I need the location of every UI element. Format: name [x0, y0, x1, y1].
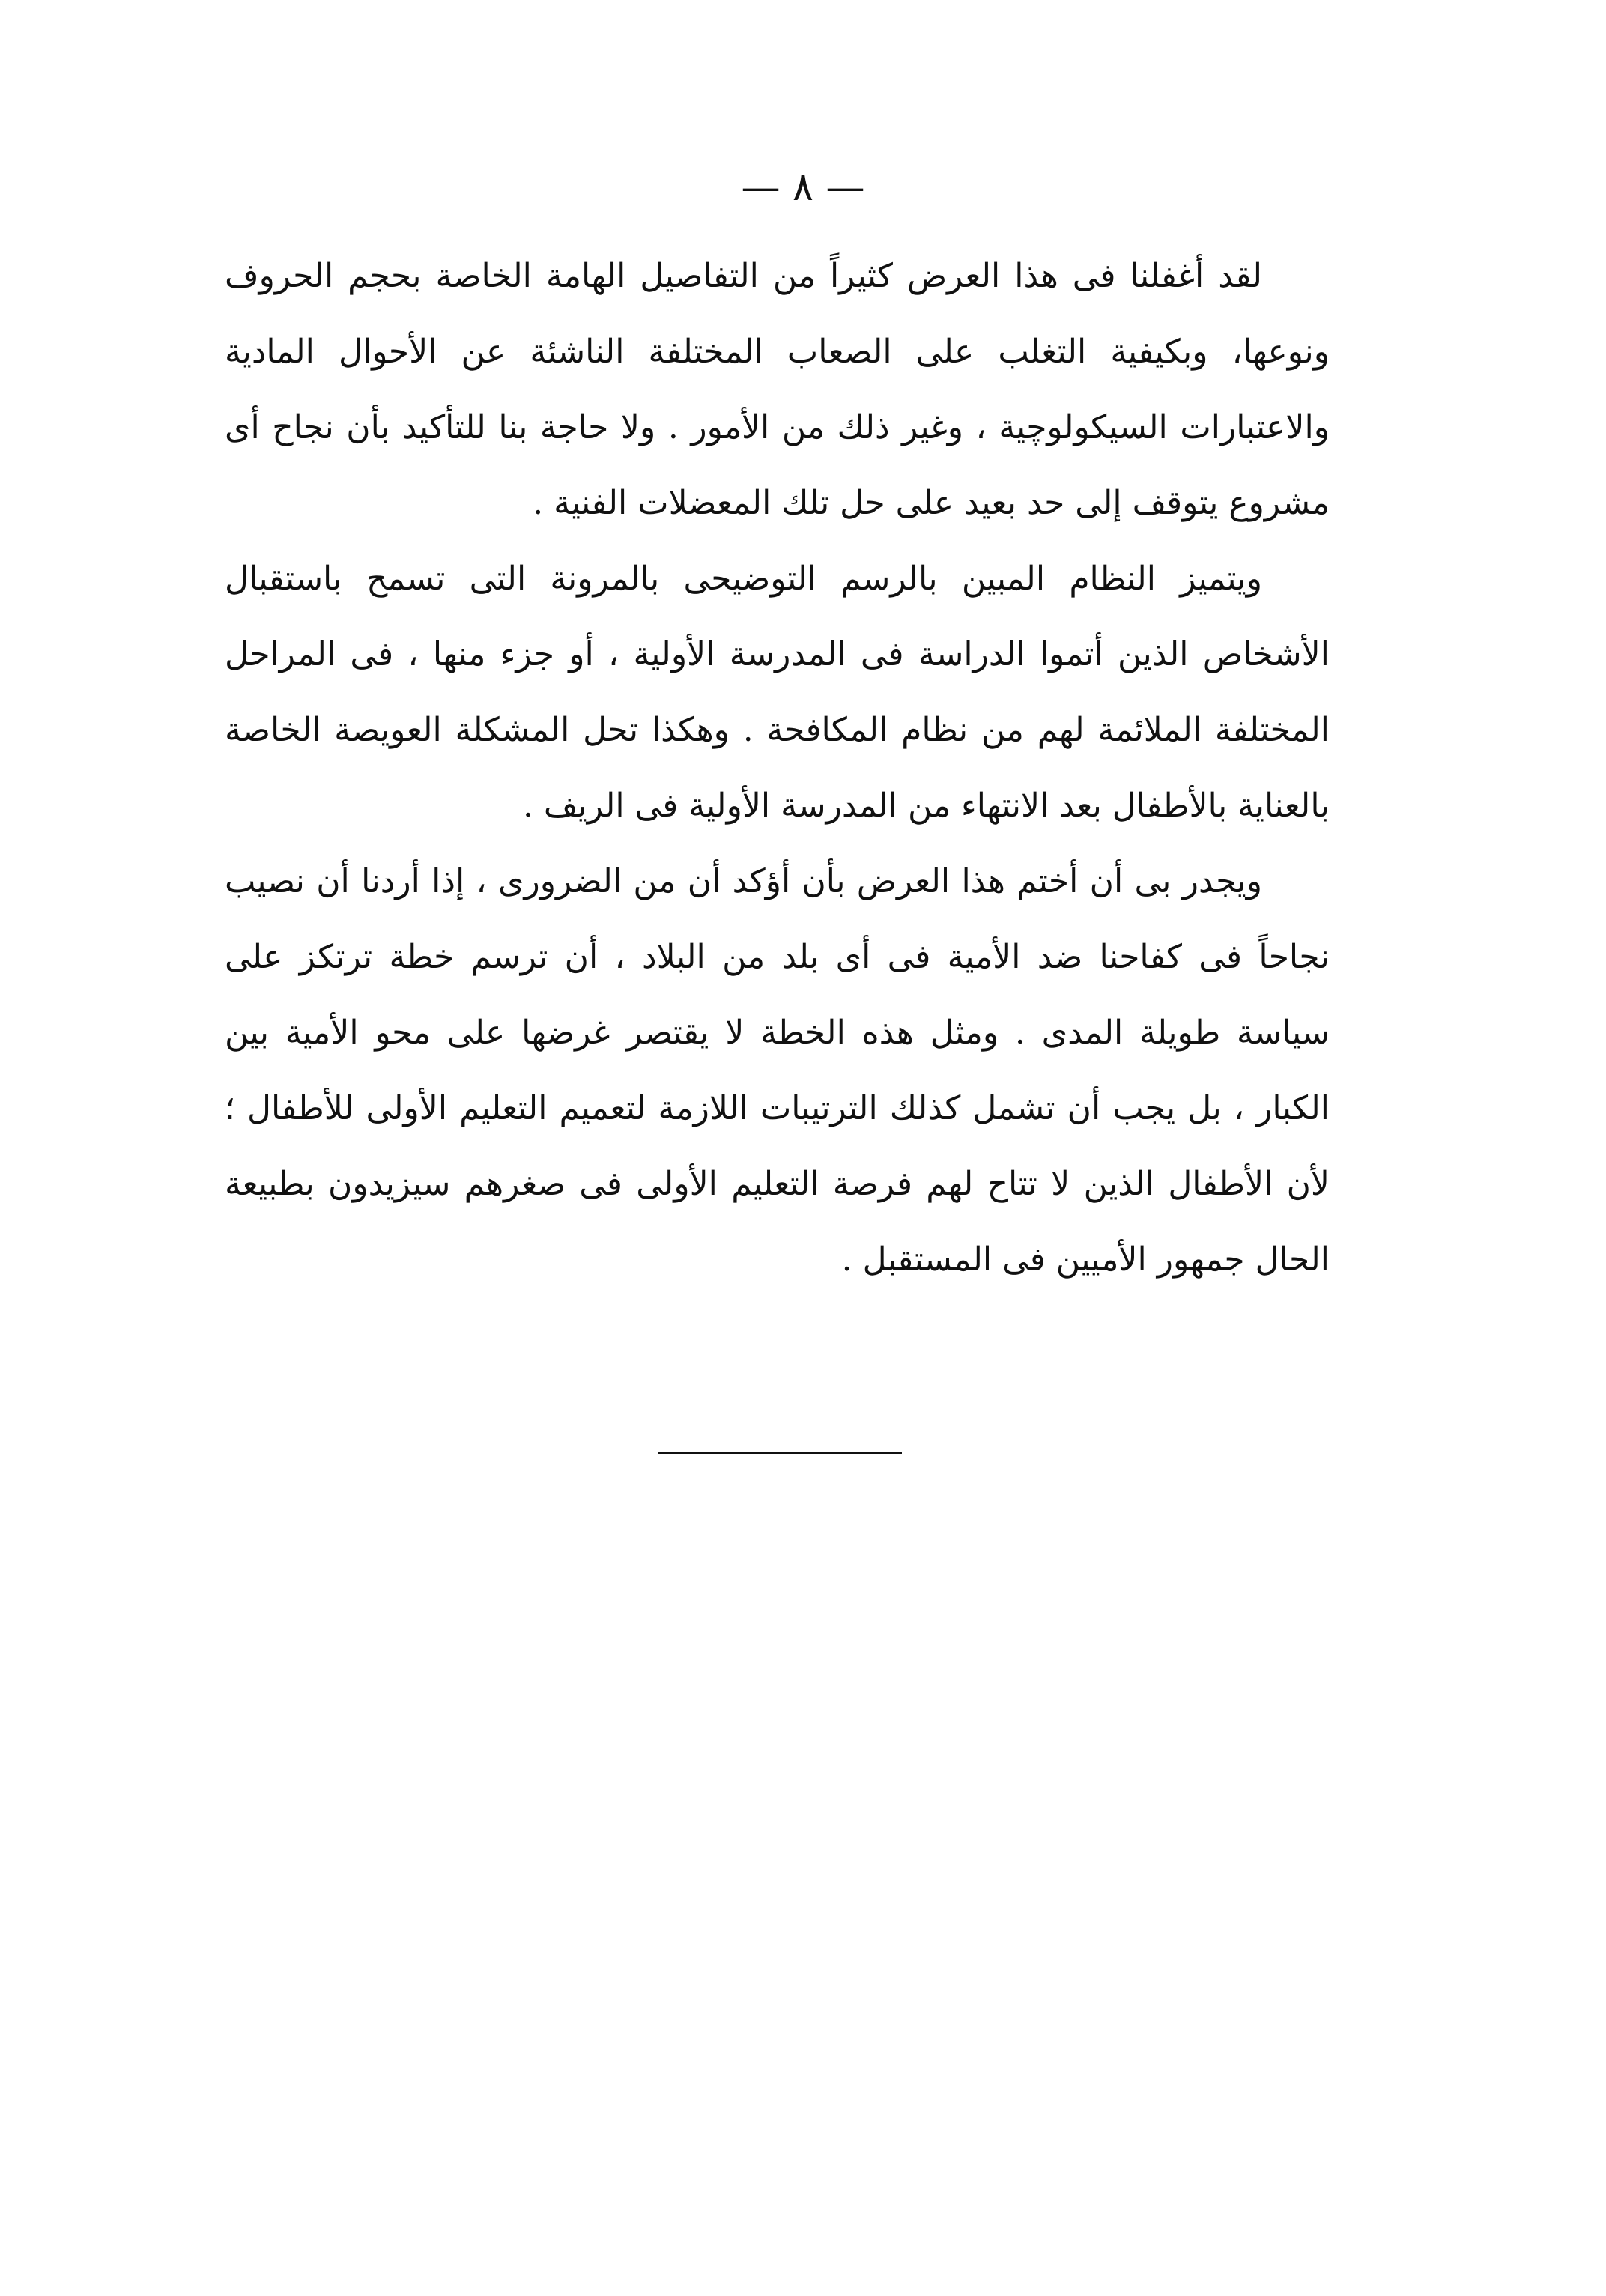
paragraph-2: ويتميز النظام المبين بالرسم التوضيحى بالمرونة التى تسمح باستقبال الأشخاص الذين أتموا الدراسة فى المدرسة الأولية ، أو جزء منها ، فى المراحل المختلفة الملائمة لهم من نظام المكافحة . وهكذا تحل المشكلة العويصة الخاصة بالعناية بالأطفال بعد الانتهاء من المدرسة الأولية فى الريف . — [225, 560, 1330, 825]
paragraph-1: لقد أغفلنا فى هذا العرض كثيراً من التفاصيل الهامة الخاصة بحجم الحروف ونوعها، وبكيفية التغلب على الصعاب المختلفة الناشئة عن الأحوال المادية والاعتبارات السيكولوچية ، وغير ذلك من الأمور . ولا حاجة بنا للتأكيد بأن نجاح أى مشروع يتوقف إلى حد بعيد على حل تلك المعضلات الفنية . — [225, 257, 1330, 522]
body-text — [225, 238, 1330, 1297]
paragraph-3: ويجدر بى أن أختم هذا العرض بأن أؤكد أن من الضرورى ، إذا أردنا أن نصيب نجاحاً فى كفاحنا ضد الأمية فى أى بلد من البلاد ، أن ترسم خطة ترتكز على سياسة طويلة المدى . ومثل هذه الخطة لا يقتصر غرضها على محو الأمية بين الكبار ، بل يجب أن تشمل كذلك الترتيبات اللازمة لتعميم التعليم الأولى للأطفال ؛ لأن الأطفال الذين لا تتاح لهم فرصة التعليم الأولى فى صغرهم سيزيدون بطبيعة الحال جمهور الأميين فى المستقبل . — [225, 862, 1330, 1279]
page-number: — ٨ — — [741, 165, 865, 210]
section-divider — [658, 1452, 902, 1454]
